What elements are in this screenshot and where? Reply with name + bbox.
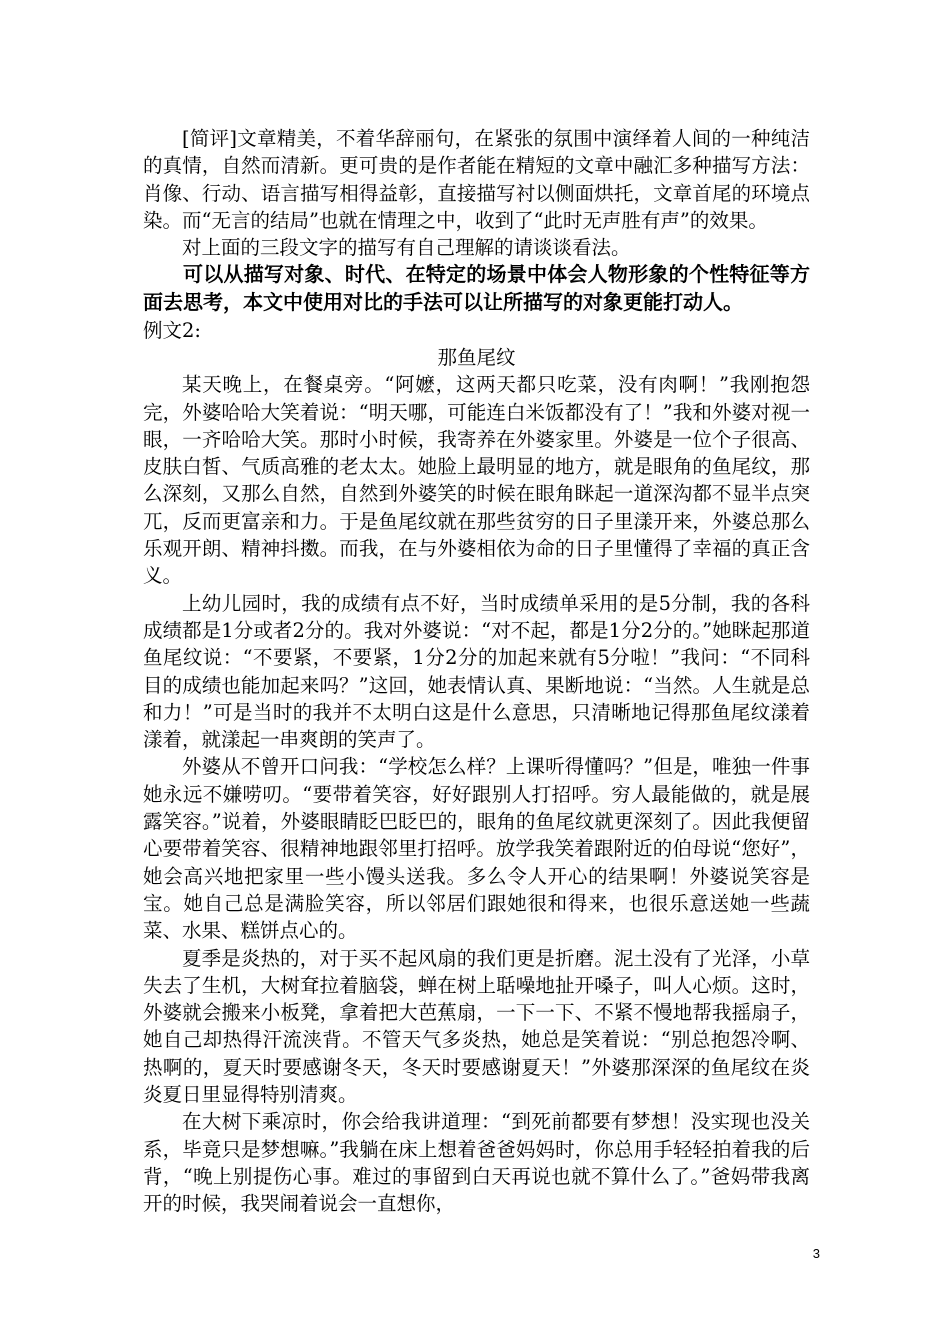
- example-label: 例文2:: [143, 318, 201, 342]
- document-body: [143, 125, 810, 1217]
- essay-paragraph-4: 夏季是炎热的，对于买不起风扇的我们更是折磨。泥土没有了光泽，小草失去了生机，大树耷拉着脑袋，蝉在树上聒噪地扯开嗓子，叫人心烦。这时，外婆就会搬来小板凳，拿着把大芭蕉扇，一下一下、不紧不慢地帮我摇扇子，她自己却热得汗流浃背。不管天气多炎热，她总是笑着说：“别总抱怨冷啊、热啊的，夏天时要感谢冬天，冬天时要感谢夏天！”外婆那深深的鱼尾纹在炎炎夏日里显得特别清爽。: [143, 946, 810, 1106]
- essay-paragraph-3: 外婆从不曾开口问我：“学校怎么样？上课听得懂吗？”但是，唯独一件事她永远不嫌唠叨。“要带着笑容，好好跟别人打招呼。穷人最能做的，就是展露笑容。”说着，外婆眼睛眨巴眨巴的，眼角的鱼尾纹就更深刻了。因此我便留心要带着笑容、很精神地跟邻里打招呼。放学我笑着跟附近的伯母说“您好”，她会高兴地把家里一些小馒头送我。多么令人开心的结果啊！外婆说笑容是宝。她自己总是满脸笑容，所以邻居们跟她很和得来，也很乐意送她一些蔬菜、水果、糕饼点心的。: [143, 755, 810, 943]
- answer-paragraph: 可以从描写对象、时代、在特定的场景中体会人物形象的个性特征等方面去思考，本文中使用对比的手法可以让所描写的对象更能打动人。: [143, 262, 810, 315]
- essay-title: 那鱼尾纹: [437, 345, 516, 369]
- essay-paragraph-1: 某天晚上，在餐桌旁。“阿嬷，这两天都只吃菜，没有肉啊！”我刚抱怨完，外婆哈哈大笑着说：“明天哪，可能连白米饭都没有了！”我和外婆对视一眼，一齐哈哈大笑。那时小时候，我寄养在外婆家里。外婆是一位个子很高、皮肤白皙、气质高雅的老太太。她脸上最明显的地方，就是眼角的鱼尾纹，那么深刻，又那么自然，自然到外婆笑的时候在眼角眯起一道深沟都不显半点突兀，反而更富亲和力。于是鱼尾纹就在那些贫穷的日子里漾开来，外婆总那么乐观开朗、精神抖擞。而我，在与外婆相依为命的日子里懂得了幸福的真正含义。: [143, 373, 810, 588]
- page-number: 3: [812, 1246, 820, 1261]
- essay-paragraph-2: 上幼儿园时，我的成绩有点不好，当时成绩单采用的是5分制，我的各科成绩都是1分或者2分的。我对外婆说：“对不起，都是1分2分的。”她眯起那道鱼尾纹说：“不要紧，不要紧，1分2分的加起来就有5分啦！”我问：“不同科目的成绩也能加起来吗？”这回，她表情认真、果断地说：“当然。人生就是总和力！”可是当时的我并不太明白这是什么意思，只清晰地记得那鱼尾纹漾着漾着，就漾起一串爽朗的笑声了。: [143, 591, 810, 752]
- question-paragraph: 对上面的三段文字的描写有自己理解的请谈谈看法。: [182, 236, 631, 260]
- review-paragraph: [简评]文章精美，不着华辞丽句，在紧张的氛围中演绎着人间的一种纯洁的真情，自然而清新。更可贵的是作者能在精短的文章中融汇多种描写方法：肖像、行动、语言描写相得益彰，直接描写衬以侧面烘托，文章首尾的环境点染。而“无言的结局”也就在情理之中，收到了“此时无声胜有声”的效果。: [143, 127, 810, 232]
- essay-paragraph-5: 在大树下乘凉时，你会给我讲道理：“到死前都要有梦想！没实现也没关系，毕竟只是梦想嘛。”我躺在床上想着爸爸妈妈时，你总用手轻轻拍着我的后背，“晚上别提伤心事。难过的事留到白天再说也就不算什么了。”爸妈带我离开的时候，我哭闹着说会一直想你，: [143, 1110, 810, 1216]
